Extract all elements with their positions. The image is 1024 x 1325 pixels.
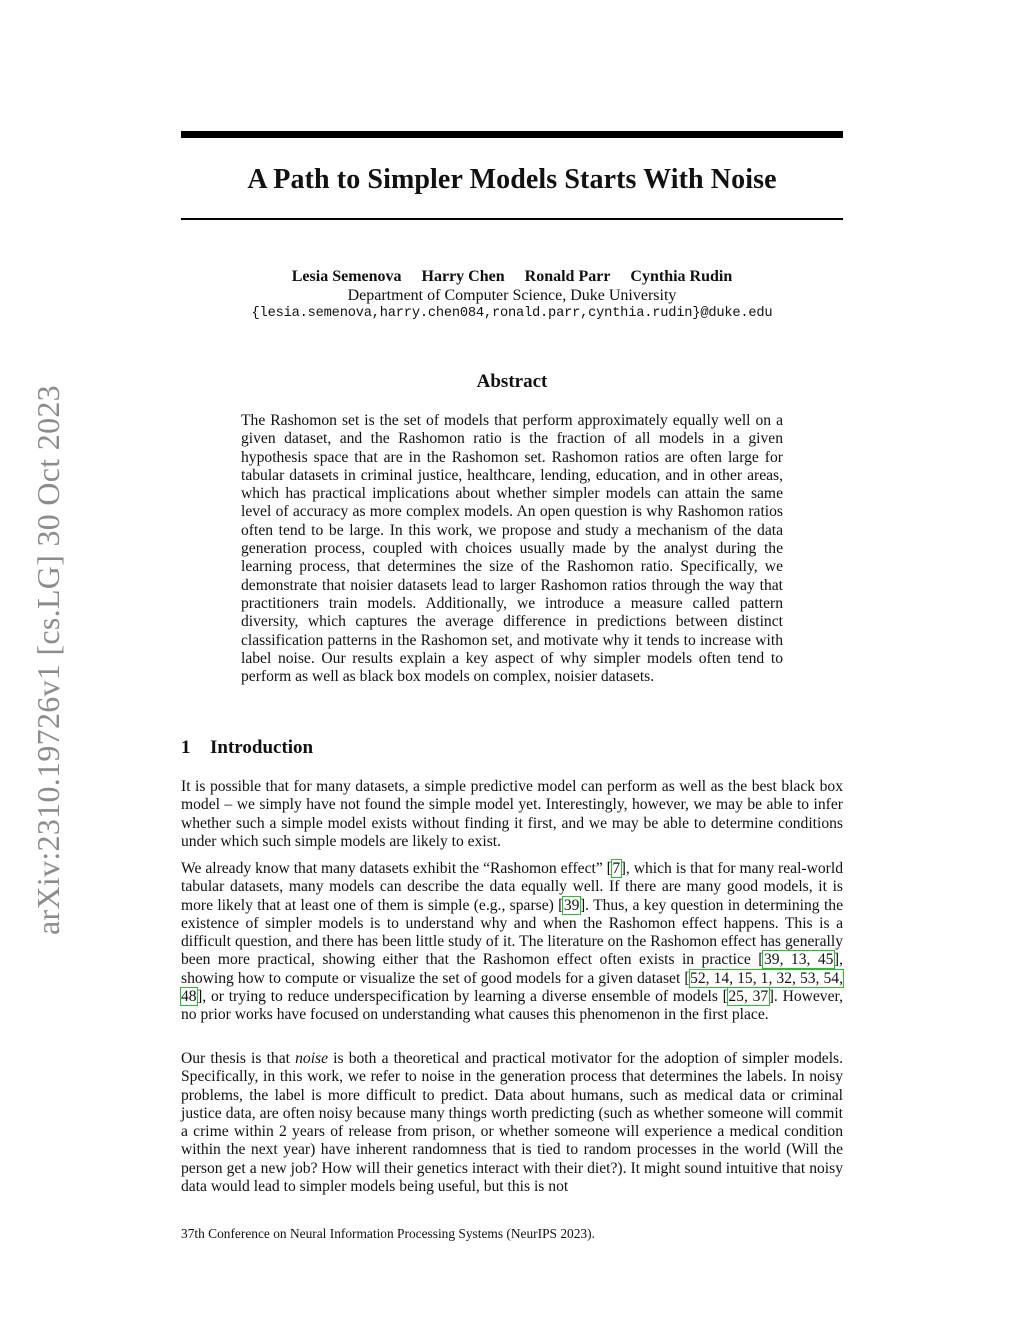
emphasis-noise: noise: [295, 1050, 329, 1067]
paragraph-text: Our thesis is that: [181, 1050, 296, 1067]
citation-link[interactable]: 39, 13, 45: [763, 951, 834, 969]
author-emails: {lesia.semenova,harry.chen084,ronald.parr,cynthia.rudin}@duke.edu: [251, 306, 773, 321]
conference-footnote: 37th Conference on Neural Information Processing Systems (NeurIPS 2023).: [181, 1226, 595, 1241]
author-name: Harry Chen: [421, 268, 505, 285]
paragraph-text: ], showing how to compute or visualize the set of good models for a given dataset [: [181, 951, 844, 987]
section-number: 1: [181, 737, 191, 758]
intro-paragraph-2: [181, 860, 843, 1025]
intro-paragraph-3: [181, 1050, 843, 1196]
author-list: [181, 266, 843, 288]
citation-link[interactable]: 25, 37: [728, 988, 769, 1006]
author-name: Cynthia Rudin: [630, 268, 733, 285]
affiliation: Department of Computer Science, Duke University: [347, 287, 677, 304]
section-title: Introduction: [210, 737, 314, 758]
citation-link[interactable]: 7: [612, 860, 621, 877]
citation-link[interactable]: 39: [563, 896, 580, 914]
paragraph-text: ]. However, no prior works have focused on understanding what causes this phenomenon in the first place.: [181, 988, 843, 1024]
intro-paragraph-1: It is possible that for many datasets, a simple predictive model can perform as well as the best black box model – we simply have not found the simple model yet. Interestingly, however, we may be able to infer whether such a simple model exists without finding it first, and we may be able to determine conditions under which such simple models are likely to exist.: [181, 778, 843, 850]
title-bottom-rule: [181, 218, 843, 220]
citation-link[interactable]: 52, 14, 15, 1, 32, 53, 54, 48: [181, 969, 844, 1006]
paragraph-text: ]. Thus, a key question in determining the existence of simpler models is to understand why and when the Rashomon effect happens. This is a difficult question, and there has been little study of it. The literature on the Rashomon effect has generally been more practical, showing either that the Rashomon effect often exists in practice [: [181, 896, 843, 969]
abstract-text: The Rashomon set is the set of models that perform approximately equally well on a given dataset, and the Rashomon ratio is the fraction of all models in a given hypothesis space that are in the Rashomon set. Rashomon ratios are often large for tabular datasets in criminal justice, healthcare, lending, education, and in other areas, which has practical implications about whether simpler models can attain the same level of accuracy as more complex models. An open question is why Rashomon ratios often tend to be large. In this work, we propose and study a mechanism of the data generation process, coupled with choices usually made by the analyst during the learning process, that determines the size of the Rashomon ratio. Specifically, we demonstrate that noisier datasets lead to larger Rashomon ratios through the way that practitioners train models. Additionally, we introduce a measure called pattern diversity, which captures the average difference in predictions between distinct classification patterns in the Rashomon set, and motivate why it tends to increase with label noise. Our results explain a key aspect of why simpler models often tend to perform as well as black box models on complex, noisier datasets.: [241, 412, 783, 686]
paragraph-text: ], or trying to reduce underspecification by learning a diverse ensemble of models [: [197, 988, 728, 1006]
paragraph-text: We already know that many datasets exhibit the “Rashomon effect” [: [181, 860, 612, 877]
arxiv-identifier[interactable]: arXiv:2310.19726v1 [cs.LG] 30 Oct 2023: [30, 385, 66, 935]
author-name: Ronald Parr: [524, 268, 611, 285]
paragraph-text: ], which is that for many real-world tabular datasets, many models can describe the data equally well. If there are many good models, it is more likely that at least one of them is simple (e.g., sparse) [: [181, 860, 843, 914]
section-heading-introduction: [181, 735, 313, 761]
paper-title: A Path to Simpler Models Starts With Noise: [247, 164, 777, 195]
title-top-rule: [181, 131, 843, 138]
author-name: Lesia Semenova: [291, 268, 402, 285]
paragraph-text: is both a theoretical and practical motivator for the adoption of simpler models. Specifically, in this work, we refer to noise in the generation process that determines the labels. In noisy problems, the label is more difficult to predict. Data about humans, such as medical data or criminal justice data, are often noisy because many things worth predicting (such as whether someone will commit a crime within 2 years of release from prison, or whether someone will experience a medical condition within the next year) have inherent randomness that is tied to random processes in the world (Will the person get a new job? How will their genetics interact with their diet?). It might sound intuitive that noisy data would lead to simpler models being useful, but this is not: [181, 1050, 843, 1196]
abstract-heading: Abstract: [476, 371, 548, 392]
